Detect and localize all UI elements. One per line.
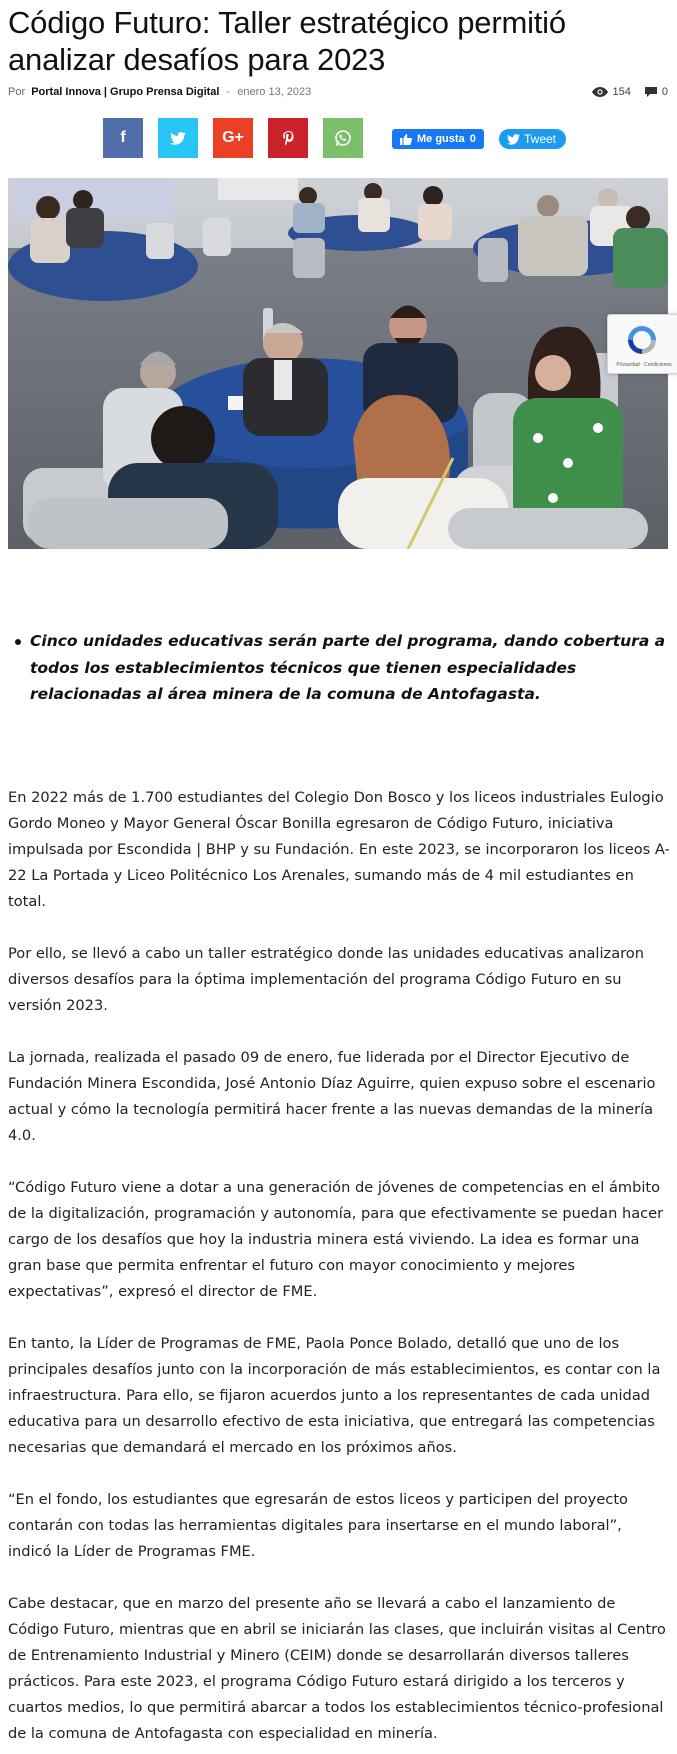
twitter-icon bbox=[170, 132, 186, 145]
googleplus-share-button[interactable] bbox=[213, 118, 253, 158]
whatsapp-icon bbox=[334, 129, 352, 147]
meta-separator: - bbox=[226, 86, 231, 98]
publish-date: enero 13, 2023 bbox=[237, 86, 312, 98]
googleplus-icon: G+ bbox=[222, 129, 244, 146]
body-paragraph: “En el fondo, los estudiantes que egresarán de estos liceos y participen del proyecto contarán con todas las herramientas digitales para insertarse en el mundo laboral”, indicó la Líder de Programas FME. bbox=[8, 1491, 628, 1560]
article-highlights bbox=[12, 628, 668, 708]
facebook-icon: f bbox=[120, 129, 126, 146]
facebook-like-button[interactable] bbox=[392, 129, 484, 149]
views-value: 154 bbox=[612, 86, 631, 98]
pinterest-icon bbox=[283, 131, 294, 146]
recaptcha-icon bbox=[625, 323, 659, 357]
recaptcha-privacy-terms[interactable]: Privacidad - Condiciones bbox=[616, 362, 672, 368]
thumbs-up-icon bbox=[400, 134, 412, 145]
like-label: Me gusta bbox=[417, 133, 465, 145]
author-link[interactable]: Portal Innova | Grupo Prensa Digital bbox=[31, 86, 220, 98]
body-paragraph: Cabe destacar, que en marzo del presente año se llevará a cabo el lanzamiento de Código Futuro, mientras que en abril se iniciarán las clases, que incluirán visitas al Centro de Entrenamiento Industrial y Minero (CEIM) donde se desarrollarán diversos talleres prácticos. Para este 2023, el programa Código Futuro estará dirigido a los terceros y cuartos medios, lo que permitirá abarcar a todos los establecimientos técnico-profesional de la comuna de Antofagasta con especialidad en minería. bbox=[8, 1595, 666, 1742]
twitter-bird-icon bbox=[507, 134, 520, 145]
twitter-share-button[interactable] bbox=[158, 118, 198, 158]
article-meta bbox=[8, 86, 668, 102]
like-count: 0 bbox=[469, 133, 476, 145]
share-bar bbox=[103, 118, 378, 158]
by-label: Por bbox=[8, 86, 26, 98]
highlight-item: Cinco unidades educativas serán parte del programa, dando cobertura a todos los establecimientos técnicos que tienen especialidades relacionadas al área minera de la comuna de Antofagasta. bbox=[12, 628, 668, 708]
facebook-share-button[interactable] bbox=[103, 118, 143, 158]
tweet-button[interactable] bbox=[499, 129, 566, 149]
body-paragraph: Por ello, se llevó a cabo un taller estratégico donde las unidades educativas analizaron diversos desafíos para la óptima implementación del programa Código Futuro en su versión 2023. bbox=[8, 945, 644, 1014]
article-featured-image bbox=[8, 178, 668, 549]
tweet-label: Tweet bbox=[524, 132, 557, 146]
comments-value: 0 bbox=[661, 86, 668, 98]
eye-icon bbox=[592, 87, 608, 97]
comment-icon bbox=[645, 87, 657, 97]
body-paragraph: En 2022 más de 1.700 estudiantes del Colegio Don Bosco y los liceos industriales Eulogio Gordo Moneo y Mayor General Óscar Bonilla egresaron de Código Futuro, iniciativa impulsada por Escondida | BHP y su Fundación. En este 2023, se incorporaron los liceos A-22 La Portada y Liceo Politécnico Los Arenales, sumando más de 4 mil estudiantes en total. bbox=[8, 789, 670, 910]
whatsapp-share-button[interactable] bbox=[323, 118, 363, 158]
body-paragraph: En tanto, la Líder de Programas de FME, Paola Ponce Bolado, detalló que uno de los principales desafíos junto con la incorporación de más establecimientos, es contar con la infraestructura. Para ello, se fijaron acuerdos junto a los representantes de cada unidad educativa para un desarrollo efectivo de esta iniciativa, que entregará las competencias necesarias que demandará el mercado en los próximos años. bbox=[8, 1335, 661, 1456]
comments-count[interactable] bbox=[645, 86, 668, 98]
article-body bbox=[8, 785, 670, 1754]
views-count bbox=[592, 86, 631, 98]
recaptcha-badge[interactable] bbox=[607, 314, 677, 374]
article-stats bbox=[578, 86, 668, 98]
pinterest-share-button[interactable] bbox=[268, 118, 308, 158]
body-paragraph: La jornada, realizada el pasado 09 de enero, fue liderada por el Director Ejecutivo de Fundación Minera Escondida, José Antonio Díaz Aguirre, quien expuso sobre el escenario actual y cómo la tecnología permitirá hacer frente a las nuevas demandas de la minería 4.0. bbox=[8, 1049, 656, 1144]
article-title: Código Futuro: Taller estratégico permitió analizar desafíos para 2023 bbox=[8, 5, 566, 77]
body-paragraph: “Código Futuro viene a dotar a una generación de jóvenes de competencias en el ámbito de la digitalización, programación y autonomía, para que efectivamente se puedan hacer cargo de los desafíos que hoy la industria minera está viviendo. La idea es formar una gran base que permita enfrentar el futuro con mayor conocimiento y mejores expectativas”, expresó el director de FME. bbox=[8, 1179, 664, 1300]
